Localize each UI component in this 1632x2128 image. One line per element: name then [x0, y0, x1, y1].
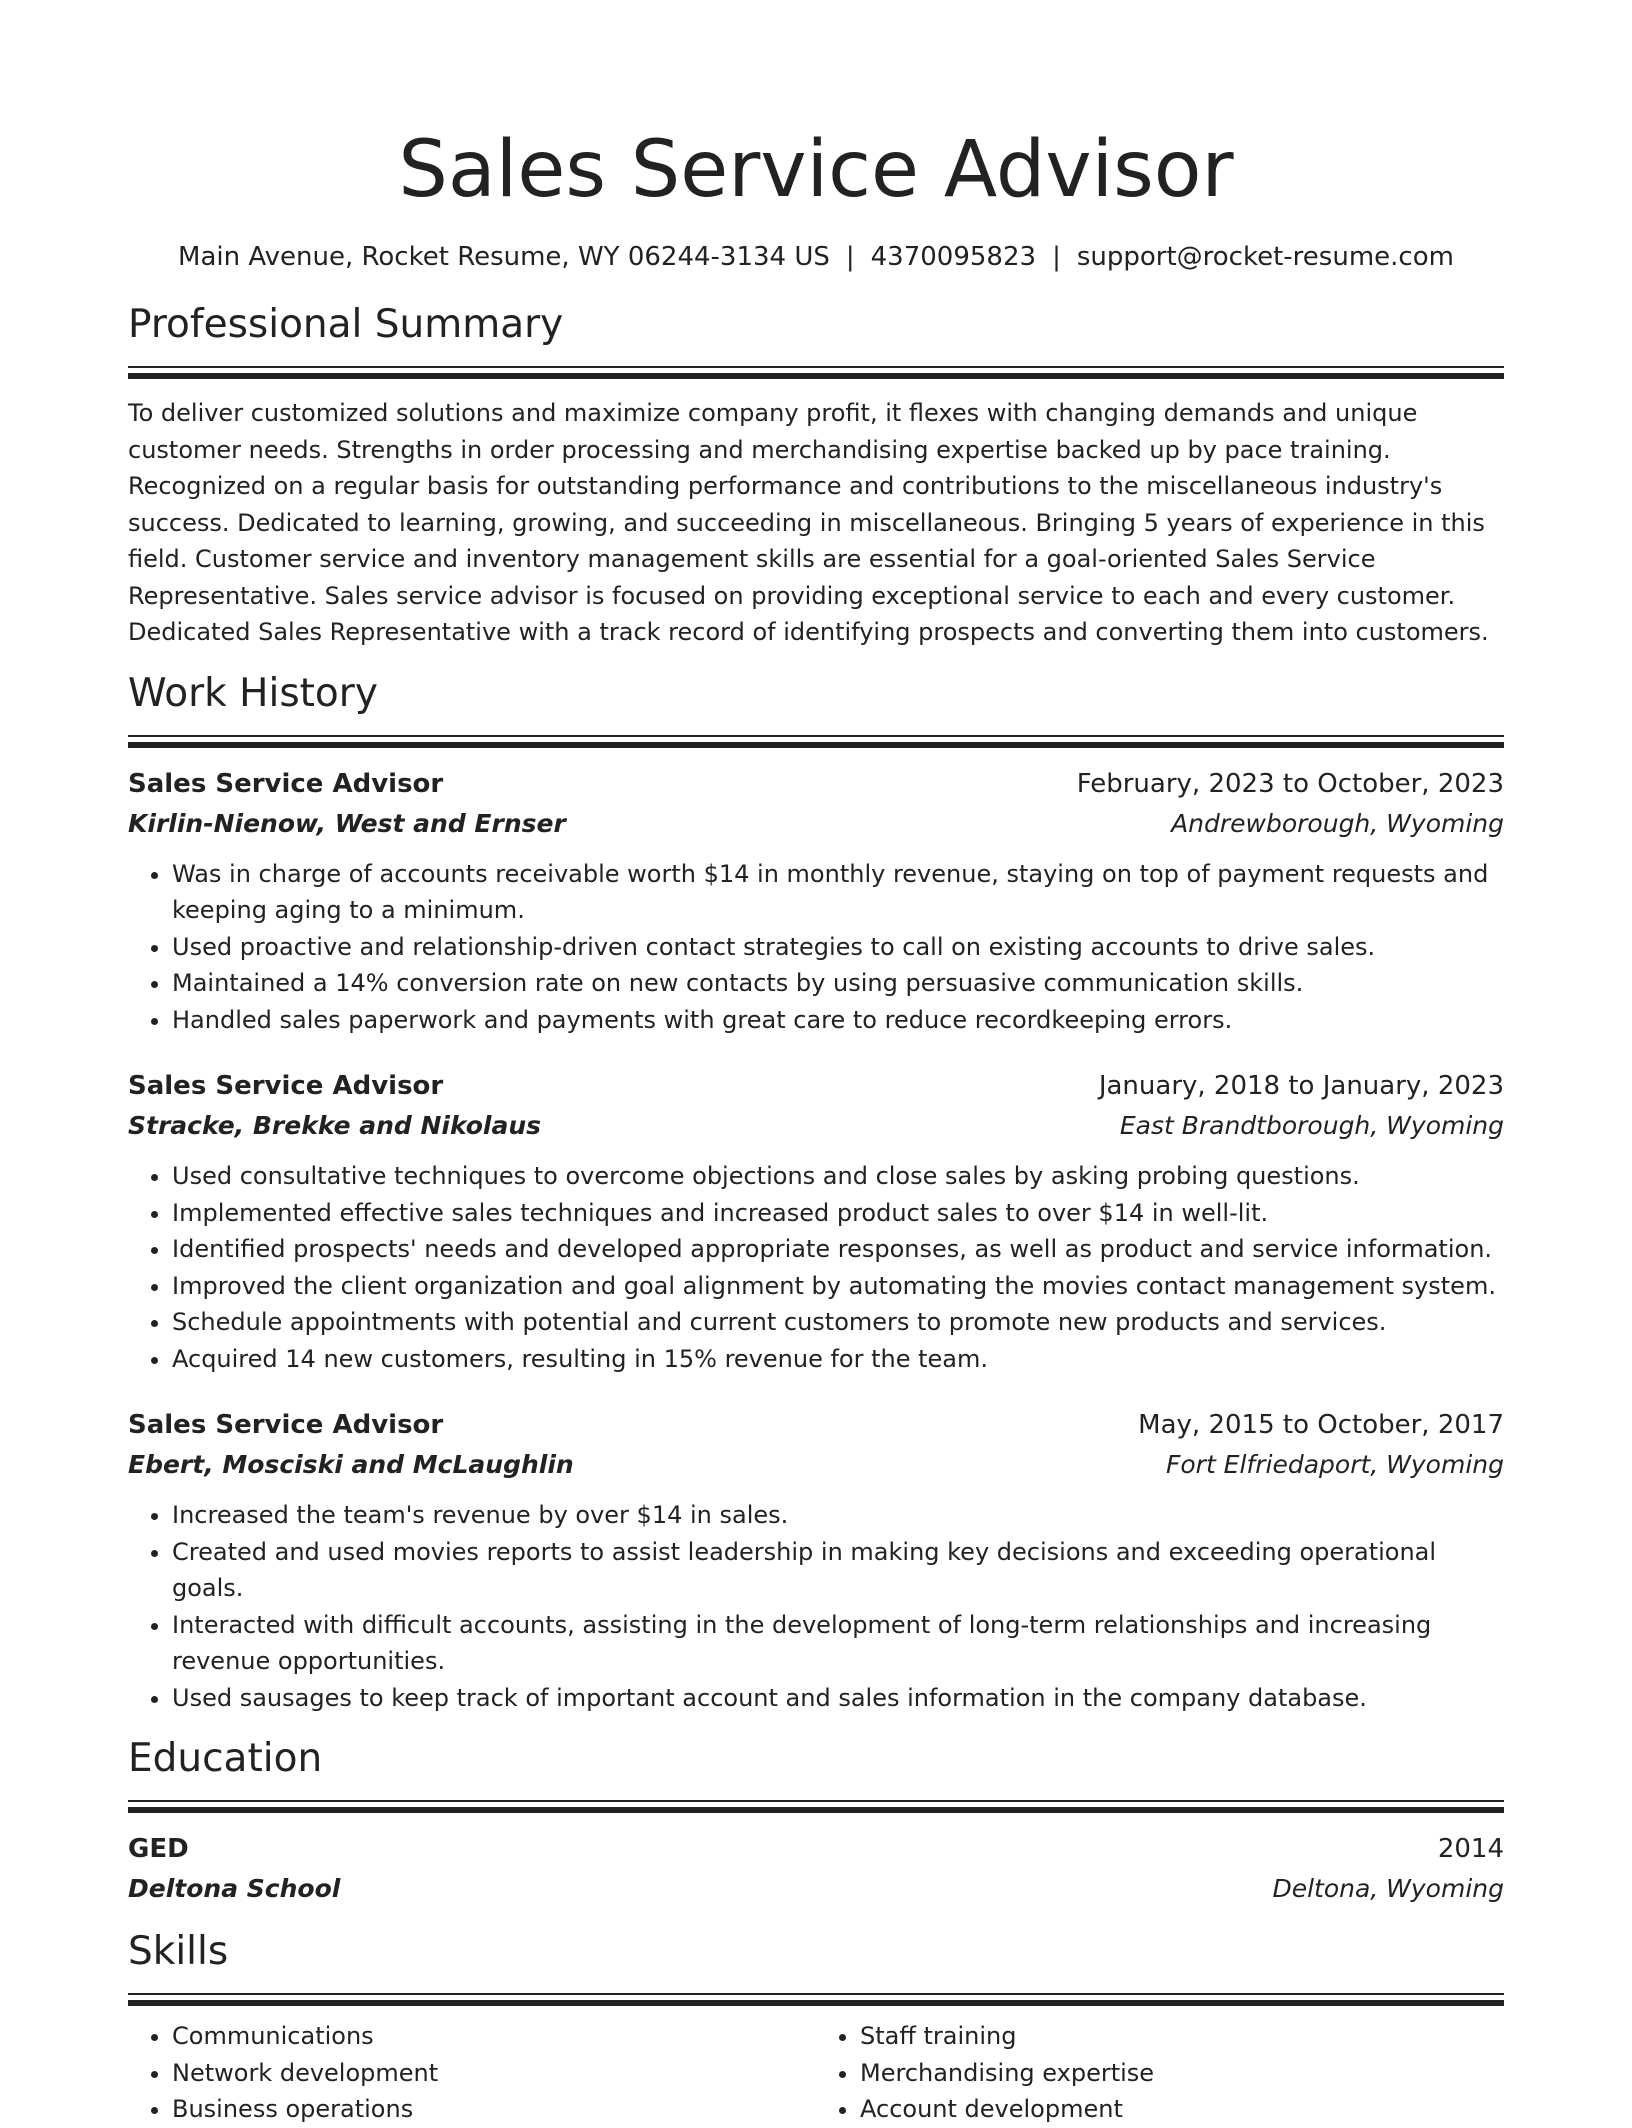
job-entry [128, 1066, 1504, 1377]
list-item: • Improved the client organization and goal alignment by automating the movies contact management system. [172, 1268, 1504, 1305]
list-item: • Implemented effective sales techniques and increased product sales to over $14 in well-lit. [172, 1195, 1504, 1232]
education-school: Deltona School [128, 1874, 341, 1903]
job-entry [128, 1405, 1504, 1716]
education-location: Deltona, Wyoming [1272, 1874, 1504, 1903]
work-history-section [128, 669, 1504, 1717]
job-title: Sales Service Advisor [128, 768, 444, 799]
contact-address: Main Avenue, Rocket Resume, WY 06244-3134 US [178, 242, 830, 272]
skill-item: • Account development [860, 2091, 1504, 2128]
list-item: • Created and used movies reports to assist leadership in making key decisions and exceeding operational goals. [172, 1534, 1504, 1607]
job-header [128, 764, 1504, 804]
skills-list-right [816, 2018, 1504, 2128]
job-header [128, 1066, 1504, 1106]
job-company: Kirlin-Nienow, West and Ernser [128, 808, 566, 838]
summary-text: To deliver customized solutions and maximize company profit, it flexes with changing demands and unique customer needs. Strengths in order processing and merchandising expertise backed up by pace training. Recognized on a regular basis for outstanding performance and contributions to the miscellaneous industry's success. Dedicated to learning, growing, and succeeding in miscellaneous. Bringing 5 years of experience in this field. Customer service and inventory management skills are essential for a goal-oriented Sales Service Representative. Sales service advisor is focused on providing exceptional service to each and every customer. Dedicated Sales Representative with a track record of identifying prospects and converting them into customers. [128, 399, 1489, 646]
education-year: 2014 [1437, 1834, 1504, 1864]
list-item: • Schedule appointments with potential and current customers to promote new products and services. [172, 1304, 1504, 1341]
list-item: • Used proactive and relationship-driven contact strategies to call on existing accounts to drive sales. [172, 929, 1504, 966]
skill-item: • Network development [172, 2055, 816, 2092]
skill-item: • Communications [172, 2018, 816, 2055]
section-divider [128, 1993, 1504, 2006]
education-subheader [128, 1869, 1504, 1909]
job-bullets [128, 856, 1504, 1039]
list-item: • Was in charge of accounts receivable worth $14 in monthly revenue, staying on top of payment requests and keeping aging to a minimum. [172, 856, 1504, 929]
resume-name: Sales Service Advisor [398, 125, 1234, 215]
job-subheader [128, 1445, 1504, 1485]
job-dates: May, 2015 to October, 2017 [1138, 1410, 1504, 1440]
education-entry [128, 1829, 1504, 1909]
job-bullets [128, 1497, 1504, 1716]
skill-item: • Staff training [860, 2018, 1504, 2055]
job-location: Andrewborough, Wyoming [1171, 808, 1504, 838]
job-subheader [128, 804, 1504, 844]
job-header [128, 1405, 1504, 1445]
job-title: Sales Service Advisor [128, 1071, 444, 1101]
list-item: • Used consultative techniques to overcome objections and close sales by asking probing questions. [172, 1158, 1504, 1195]
job-entry [128, 764, 1504, 1039]
skills-section [128, 1927, 1504, 2128]
contact-line [128, 240, 1504, 274]
job-location: East Brandtborough, Wyoming [1119, 1111, 1504, 1140]
education-section [128, 1734, 1504, 1909]
job-location: Fort Elfriedaport, Wyoming [1165, 1450, 1504, 1479]
skill-item: • Business operations [172, 2091, 816, 2128]
section-divider [128, 735, 1504, 748]
section-title-skills: Skills [128, 1929, 229, 1974]
contact-separator: | [1052, 242, 1061, 272]
list-item: • Maintained a 14% conversion rate on new contacts by using persuasive communication skills. [172, 965, 1504, 1002]
job-company: Stracke, Brekke and Nikolaus [128, 1111, 542, 1140]
skills-columns [128, 2006, 1504, 2128]
job-dates: February, 2023 to October, 2023 [1076, 768, 1504, 799]
job-title: Sales Service Advisor [128, 1410, 444, 1440]
list-item: • Increased the team's revenue by over $14 in sales. [172, 1497, 1504, 1534]
job-bullets [128, 1158, 1504, 1377]
job-company: Ebert, Mosciski and McLaughlin [128, 1450, 574, 1479]
summary-section [128, 300, 1504, 651]
list-item: • Used sausages to keep track of important account and sales information in the company database. [172, 1680, 1504, 1717]
section-title-education: Education [128, 1736, 323, 1781]
skills-list-left [128, 2018, 816, 2128]
section-title-work-history: Work History [128, 670, 378, 716]
section-title-summary: Professional Summary [128, 302, 564, 347]
list-item: • Acquired 14 new customers, resulting in 15% revenue for the team. [172, 1341, 1504, 1378]
job-subheader [128, 1106, 1504, 1146]
education-header [128, 1829, 1504, 1869]
job-dates: January, 2018 to January, 2023 [1098, 1071, 1504, 1101]
skill-item: • Merchandising expertise [860, 2055, 1504, 2092]
education-degree: GED [128, 1834, 189, 1864]
contact-email: support@rocket-resume.com [1076, 242, 1454, 272]
section-divider [128, 366, 1504, 379]
list-item: • Interacted with difficult accounts, assisting in the development of long-term relationships and increasing revenue opportunities. [172, 1607, 1504, 1680]
contact-separator: | [845, 242, 855, 272]
contact-phone: 4370095823 [870, 242, 1037, 272]
section-divider [128, 1800, 1504, 1813]
list-item: • Identified prospects' needs and developed appropriate responses, as well as product and service information. [172, 1231, 1504, 1268]
list-item: • Handled sales paperwork and payments with great care to reduce recordkeeping errors. [172, 1002, 1504, 1039]
resume-page [128, 0, 1504, 2128]
